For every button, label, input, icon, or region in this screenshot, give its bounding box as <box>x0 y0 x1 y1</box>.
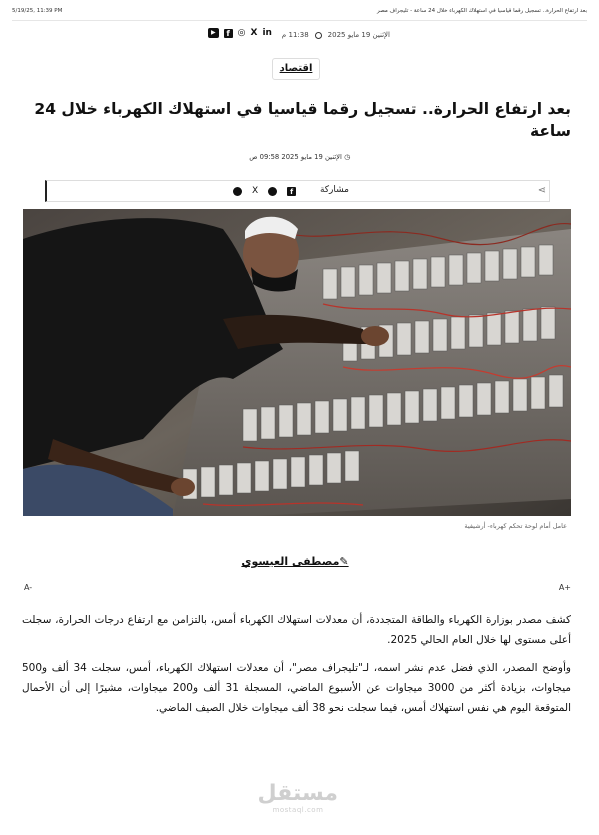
share-buttons <box>233 185 296 197</box>
topbar-time: 11:38 م <box>281 31 309 39</box>
author-name: مصطفى العيسوي <box>241 555 340 568</box>
facebook-icon[interactable]: f <box>224 29 233 38</box>
print-page-title: بعد ارتفاع الحرارة.. تسجيل رقما قياسيا في استهلاك الكهرباء خلال 24 ساعة - تليجراف مصر <box>377 8 587 14</box>
divider <box>12 20 587 21</box>
paragraph: وأوضح المصدر، الذي فضل عدم نشر اسمه، لـ"تليجراف مصر"، أن معدلات استهلاك الكهرباء، أمس، سجلت 34 ألف و500 ميجاوات، بزيادة أكثر من 3000 ميجاوات عن الأسبوع الماضي، المسجلة 31 ألف و200 ميجاوات، مشيرًا إلى أن الأحمال المتوقعة اليوم هي نفس استهلاك أمس، فيما سجلت نحو 38 ألف ميجاوات خلال الصيف الماضي. <box>22 662 571 714</box>
watermark-text: مستقل <box>257 781 338 806</box>
watermark-domain: mostaql.com <box>272 806 324 814</box>
print-datetime: 5/19/25, 11:39 PM <box>12 8 63 14</box>
clock-icon: ◷ <box>341 153 350 161</box>
article-title: بعد ارتفاع الحرارة.. تسجيل رقما قياسيا في استهلاك الكهرباء خلال 24 ساعة <box>34 100 571 140</box>
share-label: مشاركة <box>319 185 349 195</box>
image-caption: عامل أمام لوحة تحكم كهرباء- أرشيفية <box>464 522 567 530</box>
share-icon[interactable]: ⋖ <box>537 185 546 196</box>
whatsapp-icon[interactable] <box>233 187 242 196</box>
messenger-icon[interactable] <box>268 187 277 196</box>
facebook-share-icon[interactable]: f <box>287 187 296 196</box>
share-bar <box>45 180 550 202</box>
instagram-icon[interactable]: ◎ <box>237 28 246 38</box>
watermark-logo <box>258 782 338 814</box>
clock-icon <box>315 32 322 39</box>
publish-date-text: الإثنين 19 مايو 2025 09:58 ص <box>249 153 342 161</box>
paragraph: كشف مصدر بوزارة الكهرباء والطاقة المتجددة، أن معدلات استهلاك الكهرباء أمس، بالتزامن مع ارتفاع درجات الحرارة، سجلت أعلى مستوى لها خلال العام الحالي 2025. <box>22 614 571 646</box>
decrease-font-button[interactable]: A- <box>24 583 33 592</box>
youtube-icon[interactable]: ▶ <box>208 28 219 38</box>
print-header <box>12 8 587 20</box>
author-link[interactable] <box>240 555 350 568</box>
publish-date <box>200 153 350 161</box>
x-icon[interactable]: X <box>250 28 258 38</box>
pen-icon: ✎ <box>339 555 349 568</box>
category-badge[interactable]: اقتصاد <box>272 58 320 80</box>
topbar-date: الإثنين 19 مايو 2025 <box>327 31 390 39</box>
increase-font-button[interactable]: A+ <box>558 583 571 592</box>
article-image <box>23 209 571 516</box>
article-body <box>22 610 571 726</box>
topbar-datetime <box>205 28 390 42</box>
x-share-icon[interactable]: X <box>252 186 259 196</box>
linkedin-icon[interactable]: in <box>262 28 272 38</box>
